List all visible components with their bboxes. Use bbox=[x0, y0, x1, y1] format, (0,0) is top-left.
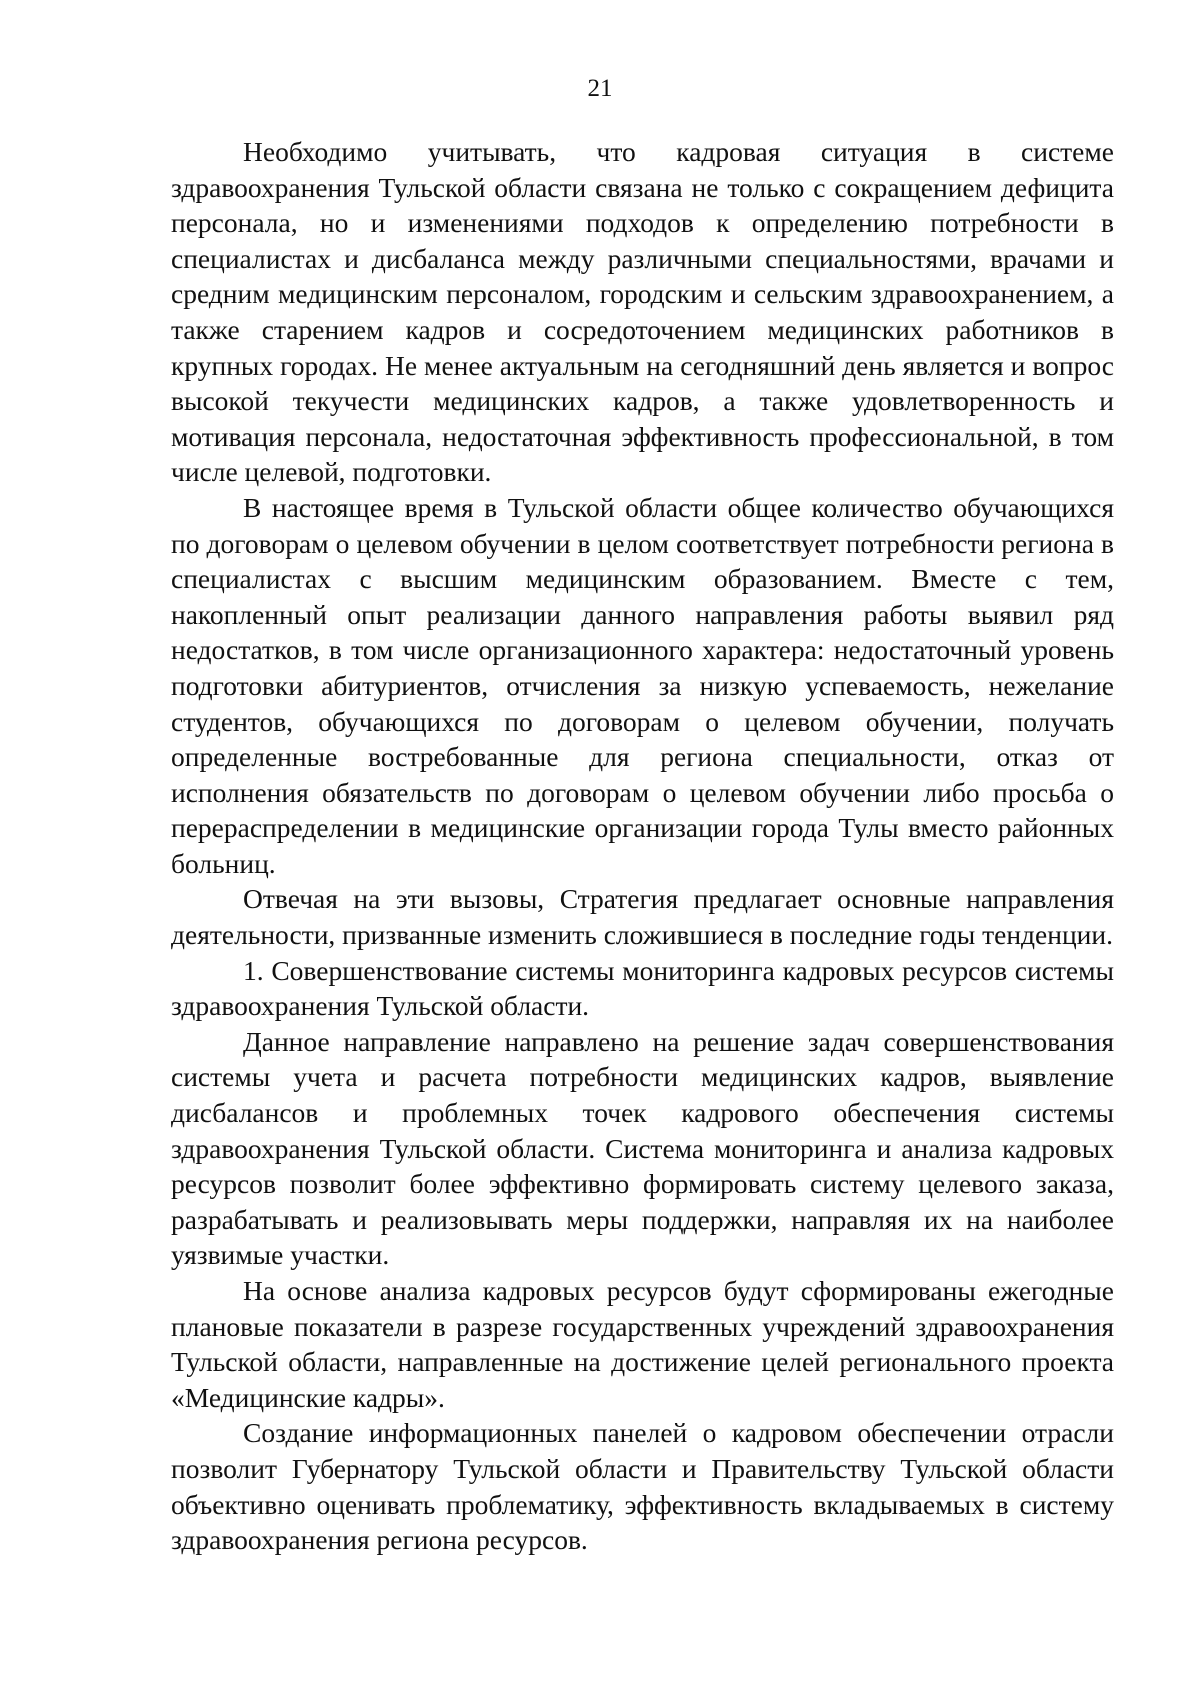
paragraph-direction-1-heading: 1. Совершенствование системы мониторинга кадровых ресурсов системы здравоохранения Тульской области. bbox=[171, 954, 1114, 1022]
document-body bbox=[171, 134, 1114, 1558]
paragraph-targeted-training: В настоящее время в Тульской области общее количество обучающихся по договорам о целевом обучении в целом соответствует потребности региона в специалистах с высшим медицинским образованием. Вместе с тем, накопленный опыт реализации данного направления работы выявил ряд недостатков, в том числе организационного характера: недостаточный уровень подготовки абитуриентов, отчисления за низкую успеваемость, нежелание студентов, обучающихся по договорам о целевом обучении, получать определенные востребованные для региона специальности, отказ от исполнения обязательств по договорам о целевом обучении либо просьба о перераспределении в медицинские организации города Тулы вместо районных больниц. bbox=[171, 491, 1114, 879]
paragraph-monitoring-system: Данное направление направлено на решение задач совершенствования системы учета и расчета потребности медицинских кадров, выявление дисбалансов и проблемных точек кадрового обеспечения системы здравоохранения Тульской области. Система мониторинга и анализа кадровых ресурсов позволит более эффективно формировать систему целевого заказа, разрабатывать и реализовывать меры поддержки, направляя их на наиболее уязвимые участки. bbox=[171, 1025, 1114, 1271]
paragraph-staffing-situation: Необходимо учитывать, что кадровая ситуация в системе здравоохранения Тульской области связана не только с сокращением дефицита персонала, но и изменениями подходов к определению потребности в специалистах и дисбаланса между различными специальностями, врачами и средним медицинским персоналом, городским и сельским здравоохранением, а также старением кадров и сосредоточением медицинских работников в крупных городах. Не менее актуальным на сегодняшний день является и вопрос высокой текучести медицинских кадров, а также удовлетворенность и мотивация персонала, недостаточная эффективность профессиональной, в том числе целевой, подготовки. bbox=[171, 136, 1114, 488]
page-number: 21 bbox=[587, 75, 613, 102]
paragraph-strategy-response: Отвечая на эти вызовы, Стратегия предлагает основные направления деятельности, призванные изменить сложившиеся в последние годы тенденции. bbox=[171, 883, 1114, 951]
paragraph-annual-targets: На основе анализа кадровых ресурсов будут сформированы ежегодные плановые показатели в разрезе государственных учреждений здравоохранения Тульской области, направленные на достижение целей регионального проекта «Медицинские кадры». bbox=[171, 1275, 1114, 1413]
paragraph-information-panels: Создание информационных панелей о кадровом обеспечении отрасли позволит Губернатору Тульской области и Правительству Тульской области объективно оценивать проблематику, эффективность вкладываемых в систему здравоохранения региона ресурсов. bbox=[171, 1417, 1114, 1556]
